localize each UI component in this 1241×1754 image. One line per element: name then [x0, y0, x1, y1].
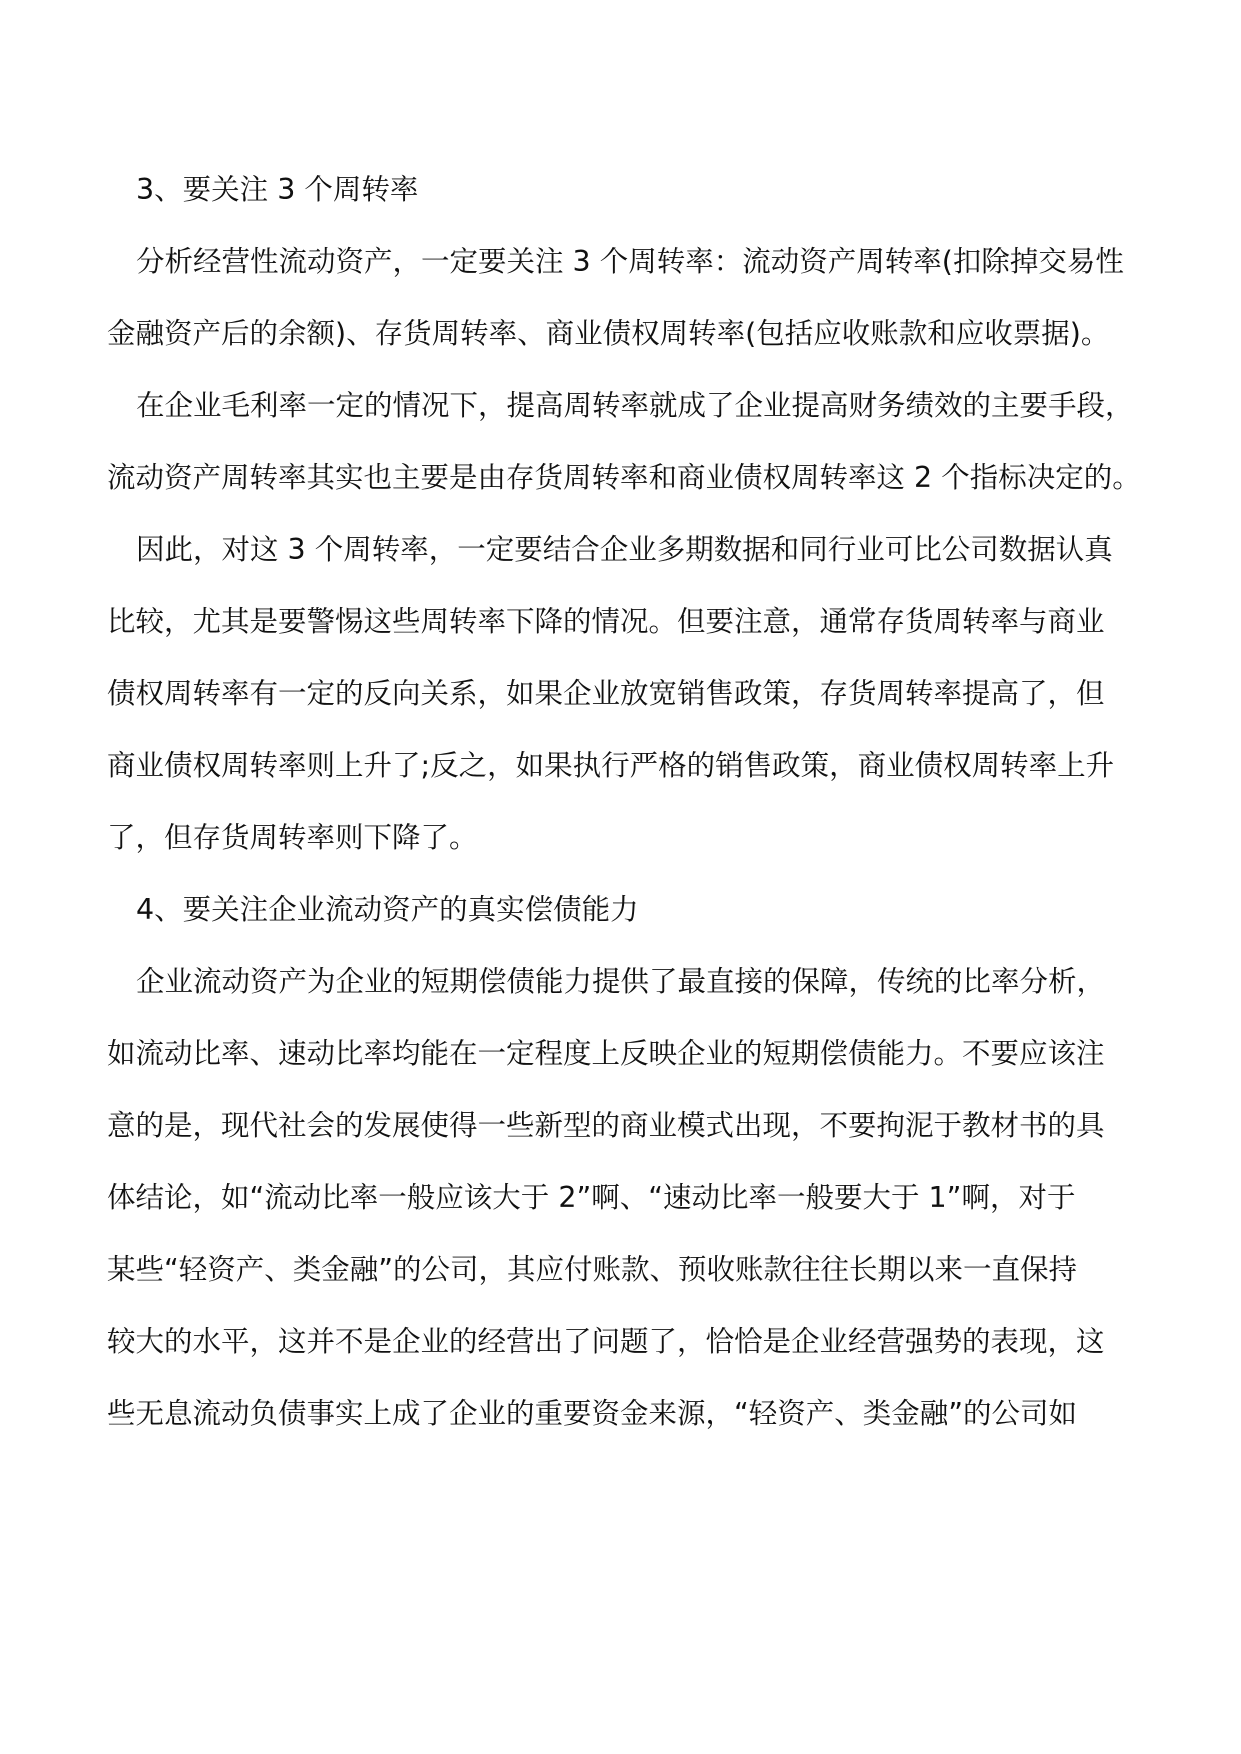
paragraph-line: 分析经营性流动资产，一定要关注 3 个周转率：流动资产周转率(扣除掉交易性 — [136, 245, 1124, 278]
paragraph-line: 企业流动资产为企业的短期偿债能力提供了最直接的保障，传统的比率分析， — [136, 965, 1106, 998]
paragraph-line: 如流动比率、速动比率均能在一定程度上反映企业的短期偿债能力。不要应该注 — [107, 1037, 1105, 1070]
paragraph-line: 某些“轻资产、类金融”的公司，其应付账款、预收账款往往长期以来一直保持 — [107, 1253, 1078, 1286]
paragraph-line: 因此，对这 3 个周转率，一定要结合企业多期数据和同行业可比公司数据认真 — [136, 533, 1113, 566]
paragraph-line: 在企业毛利率一定的情况下，提高周转率就成了企业提高财务绩效的主要手段， — [136, 389, 1134, 422]
paragraph-line: 意的是，现代社会的发展使得一些新型的商业模式出现，不要拘泥于教材书的具 — [107, 1109, 1105, 1142]
paragraph-line: 体结论，如“流动比率一般应该大于 2”啊、“速动比率一般要大于 1”啊，对于 — [107, 1181, 1076, 1214]
paragraph-line: 比较，尤其是要警惕这些周转率下降的情况。但要注意，通常存货周转率与商业 — [107, 605, 1105, 638]
section-heading-4: 4、要关注企业流动资产的真实偿债能力 — [136, 893, 639, 926]
paragraph-line: 金融资产后的余额)、存货周转率、商业债权周转率(包括应收账款和应收票据)。 — [107, 317, 1110, 350]
section-heading-3: 3、要关注 3 个周转率 — [136, 173, 419, 206]
paragraph-line: 了，但存货周转率则下降了。 — [107, 821, 478, 854]
paragraph-line: 债权周转率有一定的反向关系，如果企业放宽销售政策，存货周转率提高了，但 — [107, 677, 1105, 710]
paragraph-line: 流动资产周转率其实也主要是由存货周转率和商业债权周转率这 2 个指标决定的。 — [107, 461, 1141, 494]
paragraph-line: 较大的水平，这并不是企业的经营出了问题了，恰恰是企业经营强势的表现，这 — [107, 1325, 1105, 1358]
paragraph-line: 些无息流动负债事实上成了企业的重要资金来源，“轻资产、类金融”的公司如 — [107, 1397, 1078, 1430]
paragraph-line: 商业债权周转率则上升了;反之，如果执行严格的销售政策，商业债权周转率上升 — [107, 749, 1115, 782]
